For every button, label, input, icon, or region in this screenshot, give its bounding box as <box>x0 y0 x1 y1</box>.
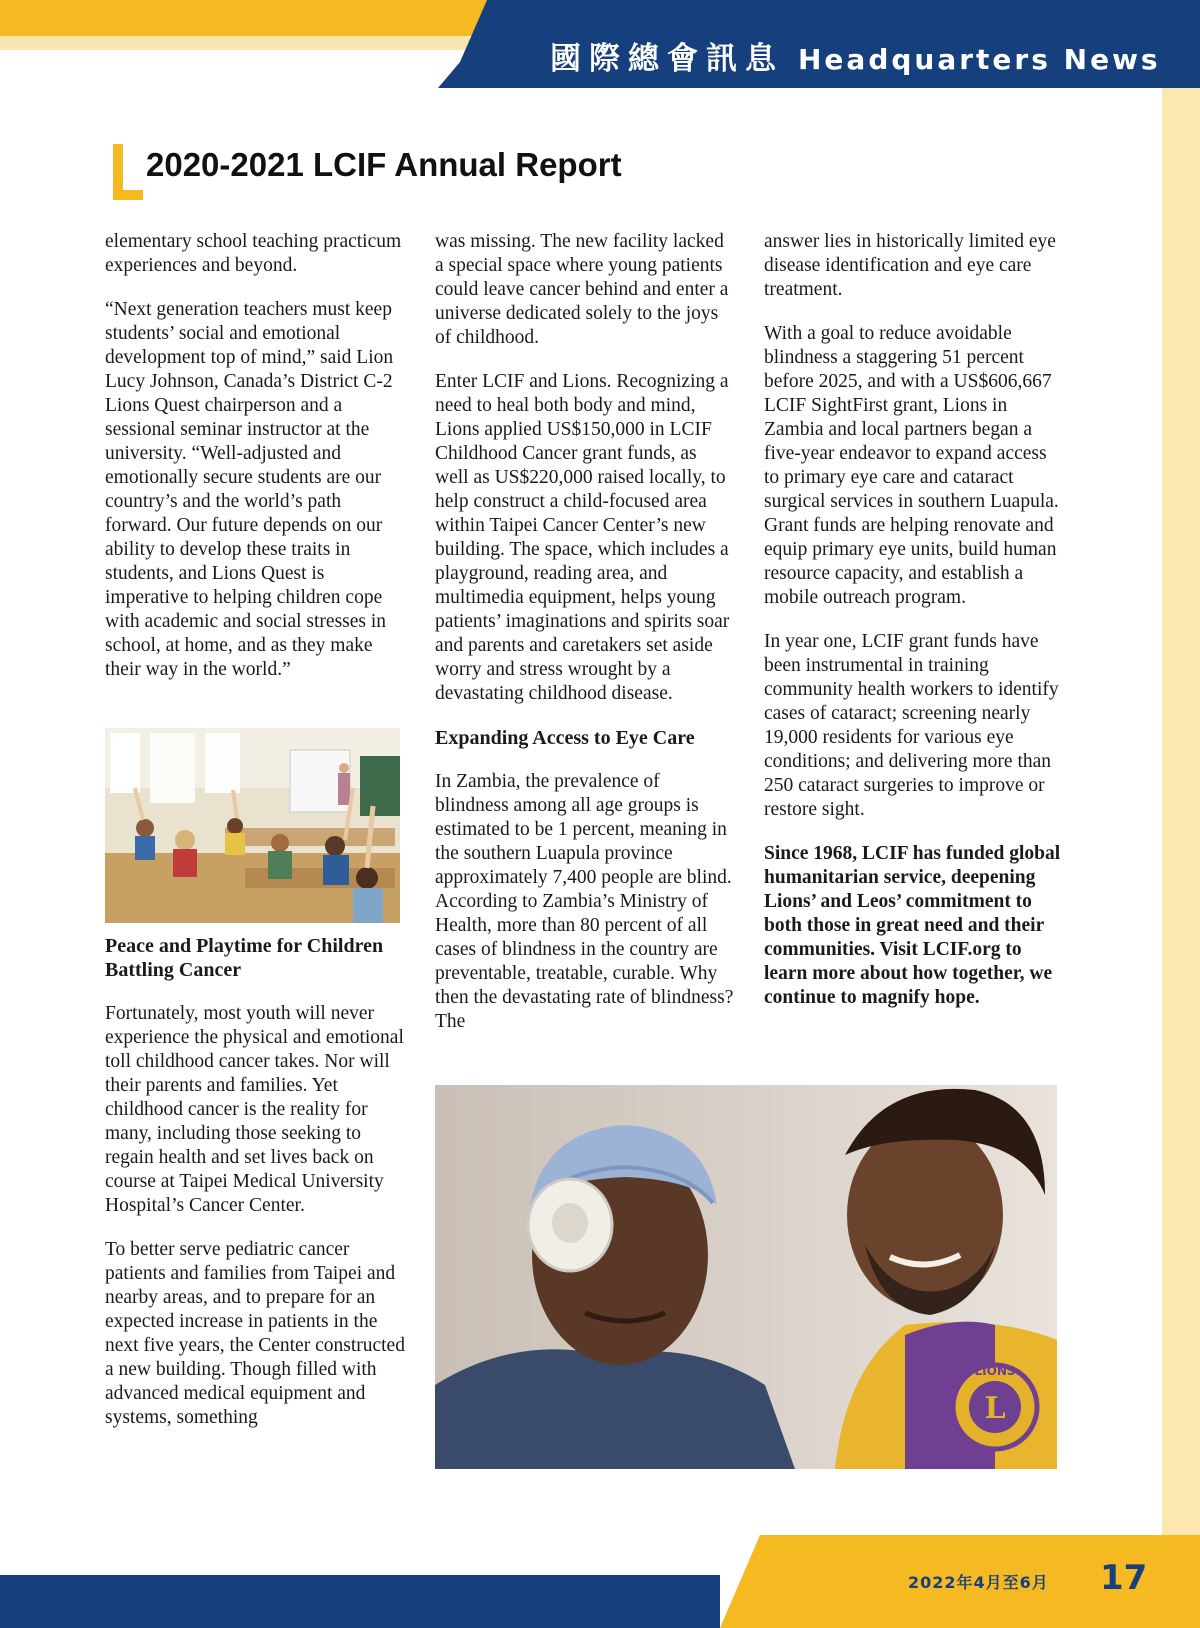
right-decorative-stripe <box>1162 88 1200 1576</box>
col2-paragraph-3: In Zambia, the prevalence of blindness among all age groups is estimated to be 1 percent, meaning in the southern Luapula province approximately 7,400 people are blind. According to Zambia’s Ministry of Health, more than 80 percent of all cases of blindness in the country are preventable, treatable, curable. Why then the devastating rate of blindness? The <box>435 771 734 1032</box>
col1-paragraph-1: elementary school teaching practicum experiences and beyond. <box>105 231 402 276</box>
eye-care-photo <box>435 1085 1057 1469</box>
footer-date: 2022年4月至6月 <box>908 1573 1049 1592</box>
col1-paragraph-2: “Next generation teachers must keep students’ social and emotional development top of mind,” said Lion Lucy Johnson, Canada’s District C-2 Lions Quest chairperson and a sessional seminar instructor at the university. “Well-adjusted and emotionally secure students are our country’s and the world’s path forward. Our future depends on our ability to develop these traits in students, and Lions Quest is imperative to helping children cope with academic and social stresses in school, at home, and as they make their way in the world.” <box>105 299 394 680</box>
col2-paragraph-1: was missing. The new facility lacked a special space where young patients could leave cancer behind and enter a universe dedicated solely to the joys of childhood. <box>435 231 729 348</box>
header-title <box>550 33 1161 78</box>
col3-paragraph-1: answer lies in historically limited eye disease identification and eye care treatment. <box>764 231 1056 300</box>
col3-paragraph-3: In year one, LCIF grant funds have been instrumental in training community health workers to identify cases of cataract; screening nearly 19,000 residents for various eye conditions; and delivering more than 250 cataract surgeries to improve or restore sight. <box>764 631 1059 820</box>
col3-paragraph-4: Since 1968, LCIF has funded global humanitarian service, deepening Lions’ and Leos’ commitment to both those in great need and their communities. Visit LCIF.org to learn more about how together, we continue to magnify hope. <box>764 843 1061 1008</box>
col1-paragraph-3: Fortunately, most youth will never experience the physical and emotional toll childhood cancer takes. Nor will their parents and families. Yet childhood cancer is the reality for many, including those seeking to regain health and set lives back on course at Taipei Medical University Hospital’s Cancer Center. <box>105 1003 404 1216</box>
col1-heading: Peace and Playtime for Children Battling Cancer <box>105 935 384 981</box>
lions-badge-text: LIONS <box>974 1364 1016 1378</box>
header-title-en: Headquarters News <box>798 43 1161 76</box>
column-2 <box>435 230 735 1054</box>
column-3 <box>764 230 1064 1030</box>
lions-badge-letter: L <box>984 1391 1006 1426</box>
section-title: 2020-2021 LCIF Annual Report <box>146 146 622 183</box>
col2-heading: Expanding Access to Eye Care <box>435 727 695 749</box>
header-title-zh: 國際總會訊息 <box>550 41 784 77</box>
col1-paragraph-4: To better serve pediatric cancer patients and families from Taipei and nearby areas, and to prepare for an expected increase in patients in the next five years, the Center constructed a new building. Though filled with advanced medical equipment and systems, something <box>105 1239 405 1428</box>
classroom-photo <box>105 728 400 923</box>
page-number: 17 <box>1100 1558 1148 1598</box>
title-l-mark <box>110 142 146 202</box>
col3-paragraph-2: With a goal to reduce avoidable blindness a staggering 51 percent before 2025, and with a US$606,667 LCIF SightFirst grant, Lions in Zambia and local partners began a five-year endeavor to expand access to primary eye care and cataract surgical services in southern Luapula. Grant funds are helping renovate and equip primary eye units, build human resource capacity, and establish a mobile outreach program. <box>764 323 1059 608</box>
col2-paragraph-2: Enter LCIF and Lions. Recognizing a need to heal both body and mind, Lions applied US$150,000 in LCIF Childhood Cancer grant funds, as well as US$220,000 raised locally, to help construct a child-focused area within Taipei Cancer Center’s new building. The space, which includes a playground, reading area, and multimedia equipment, helps young patients’ imaginations and spirits soar and parents and caretakers set aside worry and stress wrought by a devastating childhood disease. <box>435 371 730 704</box>
